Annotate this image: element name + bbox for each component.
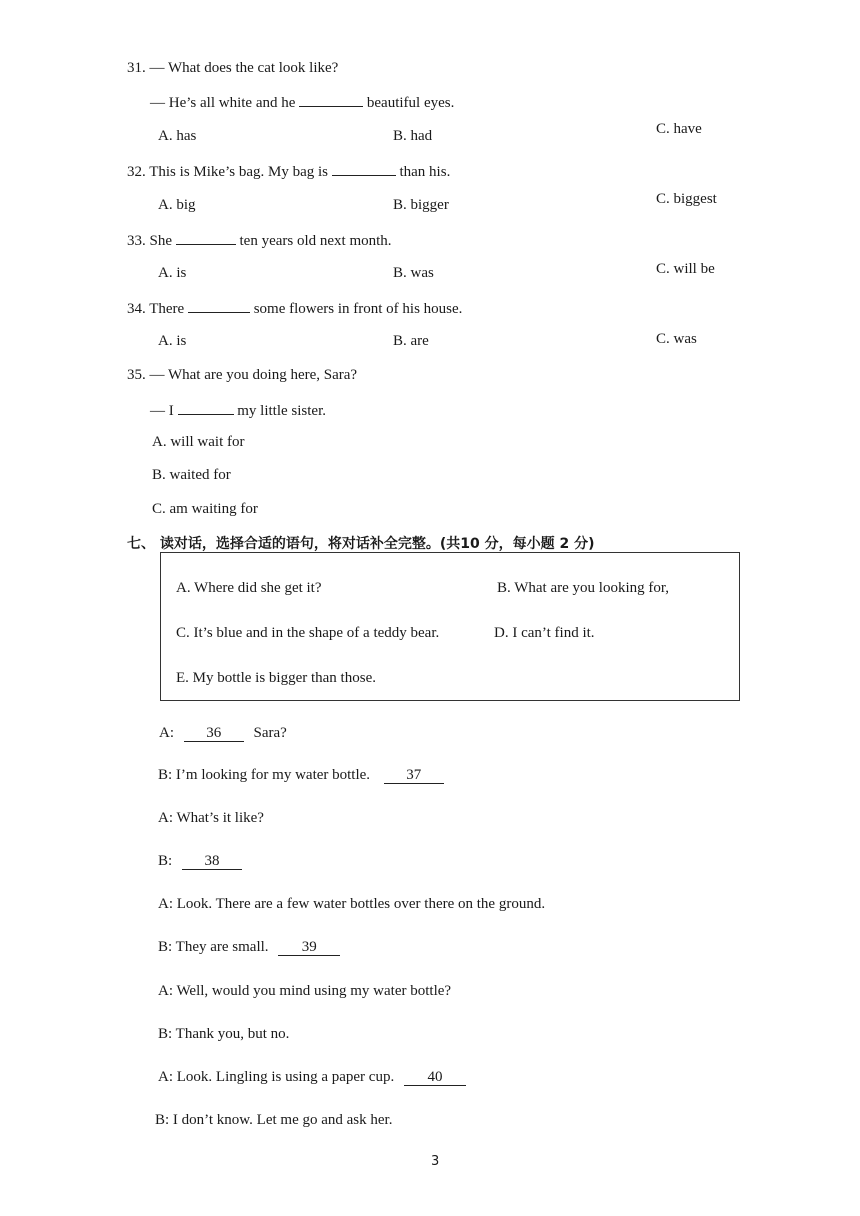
question-31-answer-line <box>150 92 454 112</box>
stem-prefix: 32. This is Mike’s bag. My bag is <box>127 164 328 180</box>
answer-blank[interactable] <box>332 161 396 176</box>
option-c: C. am waiting for <box>152 501 258 517</box>
answer-blank-38[interactable]: 38 <box>182 853 242 870</box>
answer-blank-37[interactable]: 37 <box>384 767 444 784</box>
section-heading: 七、 读对话，选择合适的语句，将对话补全完整。(共10 分，每小题 2 分) <box>127 536 595 552</box>
speaker-text: B: <box>158 853 173 869</box>
dialogue-line <box>158 1068 466 1086</box>
option-a: A. will wait for <box>152 434 245 450</box>
dialogue-line: A: What’s it like? <box>158 810 264 826</box>
dialogue-line: B: I don’t know. Let me go and ask her. <box>155 1112 393 1128</box>
dialogue-line <box>158 766 444 784</box>
speaker-text: B: I’m looking for my water bottle. <box>158 767 371 783</box>
option-b: B. was <box>393 265 434 281</box>
answer-suffix: my little sister. <box>237 403 326 419</box>
option-a: A. has <box>158 128 197 144</box>
option-a: A. is <box>158 265 187 281</box>
answer-blank[interactable] <box>178 400 234 415</box>
answer-prefix: — He’s all white and he <box>150 95 296 111</box>
choice-a: A. Where did she get it? <box>176 580 322 596</box>
question-33-stem <box>127 230 392 250</box>
dialogue-line <box>159 724 287 742</box>
speaker-text: A: <box>159 725 174 741</box>
page-number: 3 <box>431 1154 440 1169</box>
answer-blank[interactable] <box>176 230 236 245</box>
dialogue-line: A: Look. There are a few water bottles over there on the ground. <box>158 896 546 912</box>
question-35-stem: 35. — What are you doing here, Sara? <box>127 367 358 383</box>
question-32-stem <box>127 161 450 181</box>
stem-prefix: 34. There <box>127 301 185 317</box>
question-34-stem <box>127 298 462 318</box>
answer-blank[interactable] <box>188 298 250 313</box>
option-b: B. are <box>393 333 429 349</box>
stem-suffix: than his. <box>399 164 451 180</box>
stem-prefix: 33. She <box>127 233 172 249</box>
answer-blank-36[interactable]: 36 <box>184 725 244 742</box>
speaker-text: B: They are small. <box>158 939 269 955</box>
choice-c: C. It’s blue and in the shape of a teddy bear. <box>176 625 440 641</box>
choice-d: D. I can’t find it. <box>494 625 595 641</box>
option-c: C. biggest <box>656 191 717 207</box>
option-c: C. have <box>656 121 702 137</box>
choice-b: B. What are you looking for, <box>497 580 670 596</box>
answer-blank[interactable] <box>299 92 363 107</box>
speaker-text-end: Sara? <box>253 725 287 741</box>
answer-blank-40[interactable]: 40 <box>404 1069 466 1086</box>
speaker-text: A: Look. Lingling is using a paper cup. <box>158 1069 395 1085</box>
option-c: C. will be <box>656 261 715 277</box>
option-b: B. bigger <box>393 197 449 213</box>
answer-blank-39[interactable]: 39 <box>278 939 340 956</box>
answer-prefix: — I <box>150 403 174 419</box>
choice-e: E. My bottle is bigger than those. <box>176 670 376 686</box>
option-a: A. big <box>158 197 196 213</box>
stem-suffix: some flowers in front of his house. <box>253 301 463 317</box>
option-b: B. had <box>393 128 433 144</box>
question-35-answer-line <box>150 400 326 420</box>
dialogue-line <box>158 938 340 956</box>
answer-suffix: beautiful eyes. <box>366 95 455 111</box>
option-b: B. waited for <box>152 467 231 483</box>
question-31-stem: 31. — What does the cat look like? <box>127 60 339 76</box>
stem-suffix: ten years old next month. <box>239 233 392 249</box>
option-c: C. was <box>656 331 697 347</box>
option-a: A. is <box>158 333 187 349</box>
dialogue-line: B: Thank you, but no. <box>158 1026 290 1042</box>
dialogue-line: A: Well, would you mind using my water bottle? <box>158 983 452 999</box>
dialogue-line <box>158 852 242 870</box>
